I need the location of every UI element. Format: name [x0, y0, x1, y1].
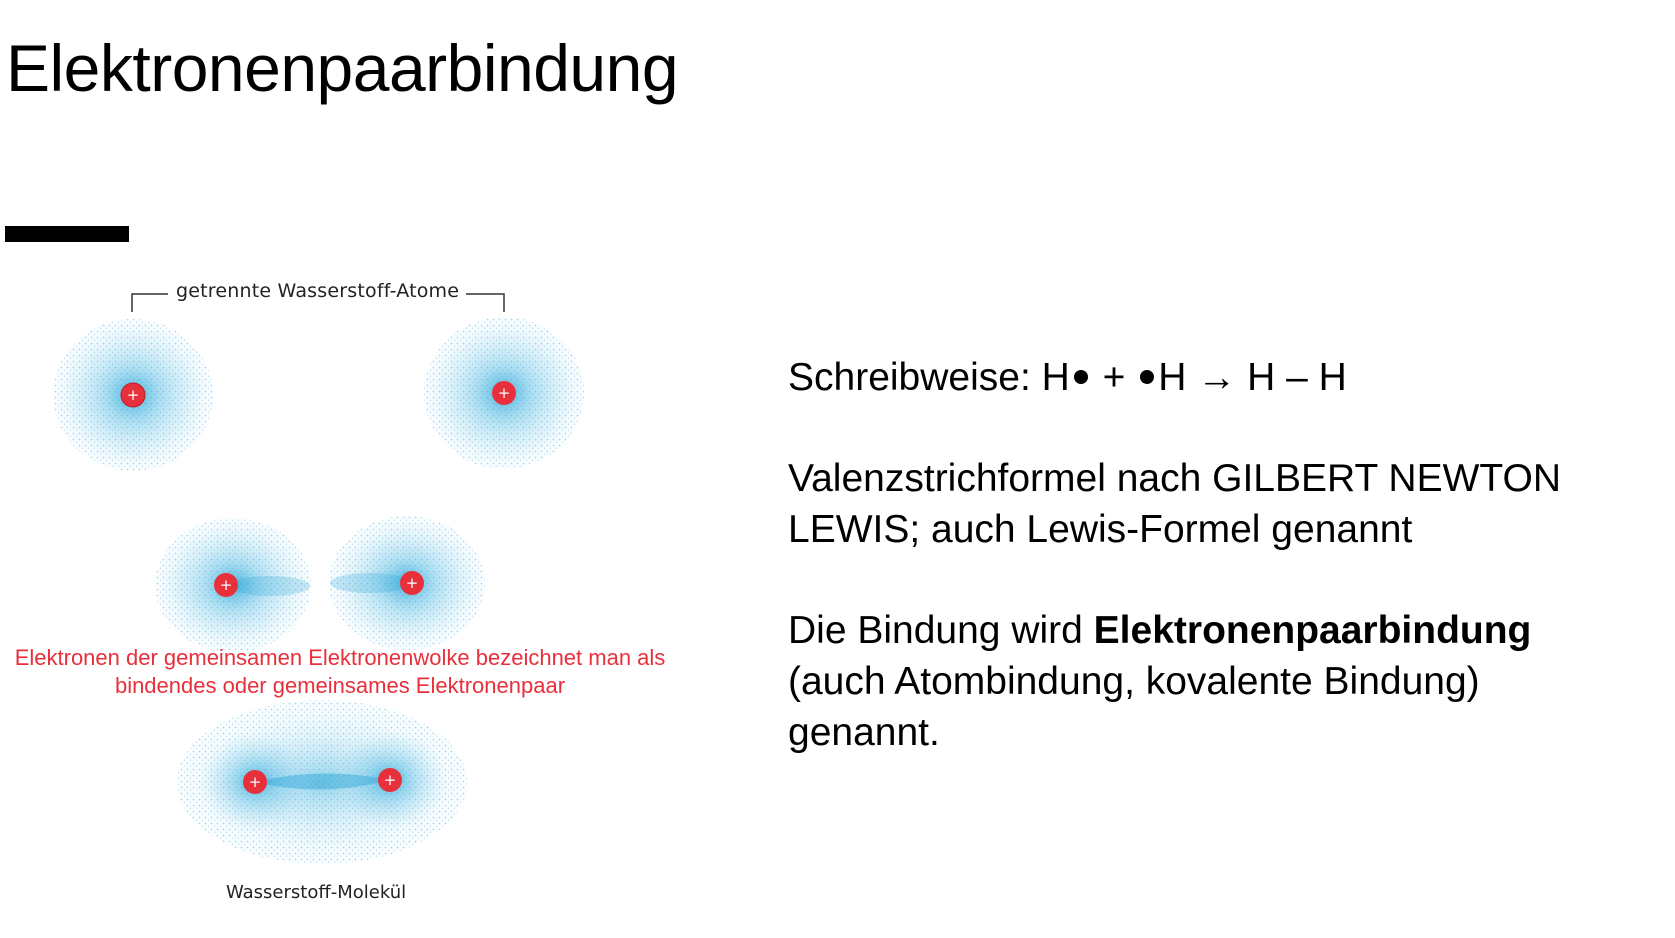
note-line-1: Elektronen der gemeinsamen Elektronenwolke bezeichnet man als: [14, 645, 666, 670]
bindung-line-3: genannt.: [788, 711, 940, 754]
title-underline-bar: [5, 226, 129, 242]
schreibweise-line: [788, 352, 1648, 403]
electron-dot-icon: [1140, 370, 1154, 384]
bindung-paragraph: [788, 605, 1648, 758]
electron-cloud-diagram: [0, 270, 720, 910]
nucleus-plus: +: [497, 384, 511, 402]
caption-separated-atoms: getrennte Wasserstoff-Atome: [176, 280, 460, 302]
nucleus: [243, 770, 267, 794]
nucleus-plus: +: [248, 773, 262, 791]
schreibweise-label: Schreibweise: H: [788, 356, 1070, 399]
nucleus-plus: +: [126, 386, 140, 404]
shared-electron-pair-note: [0, 644, 680, 700]
slide-title: Elektronenpaarbindung: [6, 31, 679, 105]
nucleus: [492, 381, 516, 405]
bindung-prefix: Die Bindung wird: [788, 609, 1094, 652]
hydrogen-bonding-figure: [0, 270, 720, 910]
note-line-2: bindendes oder gemeinsames Elektronenpaar: [114, 673, 566, 698]
valenz-line-2: LEWIS; auch Lewis-Formel genannt: [788, 508, 1413, 551]
explanation-text: [788, 352, 1648, 758]
bindung-term: Elektronenpaarbindung: [1093, 609, 1532, 652]
hydrogen-molecule-cloud: [177, 700, 467, 864]
valenz-line-1: Valenzstrichformel nach GILBERT NEWTON: [788, 457, 1562, 500]
nucleus-plus: +: [219, 576, 233, 594]
nucleus: [121, 383, 145, 407]
bindung-line-2: (auch Atombindung, kovalente Bindung): [788, 660, 1480, 703]
nucleus: [214, 573, 238, 597]
valenzstrich-paragraph: [788, 453, 1648, 555]
arrow-icon: →: [1197, 356, 1237, 399]
second-hydrogen: H: [1158, 356, 1187, 399]
nucleus: [378, 768, 402, 792]
nucleus-plus: +: [383, 771, 397, 789]
electron-dot-icon: [1074, 370, 1088, 384]
nucleus-plus: +: [405, 574, 419, 592]
plus-sign: +: [1102, 356, 1126, 399]
caption-molecule: Wasserstoff-Molekül: [226, 882, 407, 903]
schreibweise-result: H – H: [1247, 356, 1347, 399]
nucleus: [400, 571, 424, 595]
